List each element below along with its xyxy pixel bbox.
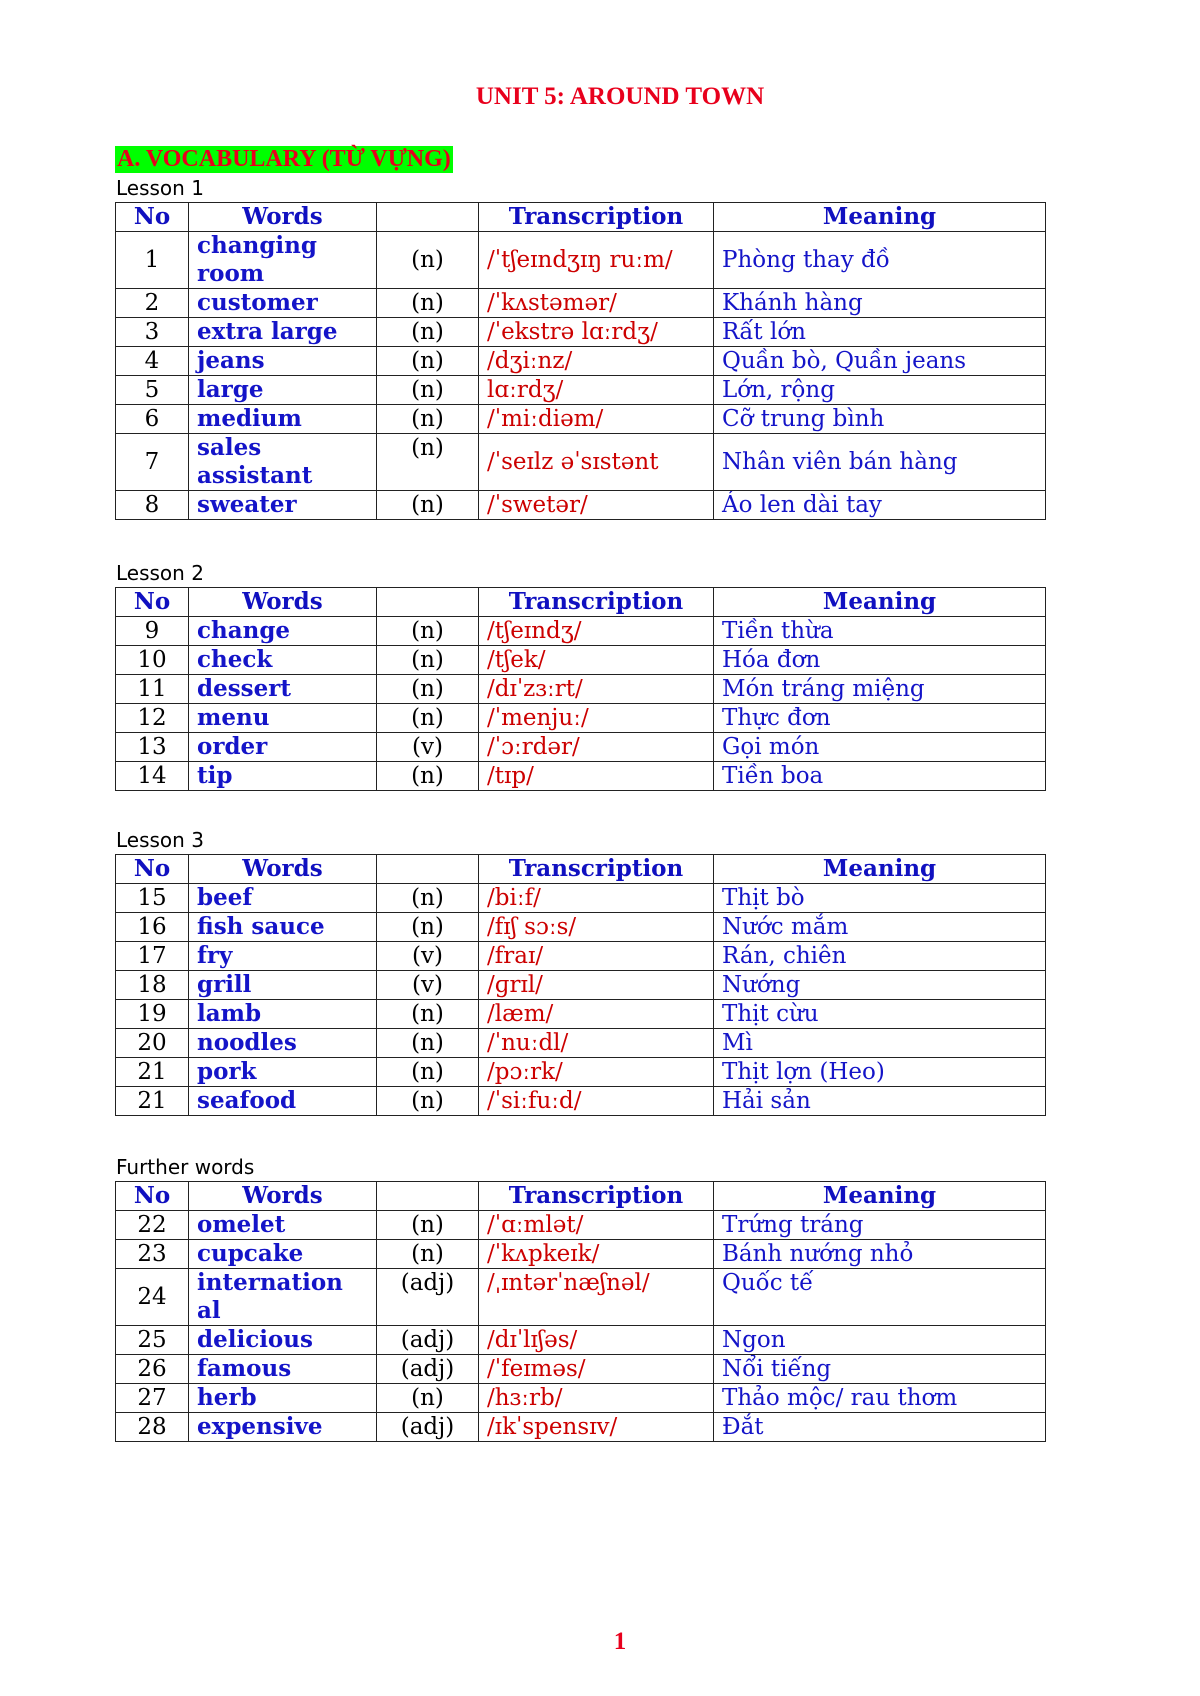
row-word: changing room [189,232,377,289]
row-no: 21 [116,1087,189,1116]
header-no: No [116,1182,189,1211]
row-transcription: /ˈɑːmlət/ [479,1211,714,1240]
row-no: 24 [116,1269,189,1326]
row-word: tip [189,762,377,791]
table-header-row [116,588,1046,617]
row-pos: (adj) [377,1269,479,1326]
row-transcription: /ˈseɪlz əˈsɪstənt [479,434,714,491]
row-pos: (n) [377,1029,479,1058]
header-transcription: Transcription [479,203,714,232]
table-row [116,617,1046,646]
table-row [116,1413,1046,1442]
header-transcription: Transcription [479,1182,714,1211]
row-meaning: Tiền boa [714,762,1046,791]
row-meaning: Nước mắm [714,913,1046,942]
row-word: noodles [189,1029,377,1058]
row-no: 25 [116,1326,189,1355]
row-word: cupcake [189,1240,377,1269]
row-pos: (n) [377,913,479,942]
row-meaning: Lớn, rộng [714,376,1046,405]
header-no: No [116,203,189,232]
header-words: Words [189,1182,377,1211]
row-pos: (adj) [377,1355,479,1384]
row-word: large [189,376,377,405]
lesson-label: Lesson 3 [116,828,204,852]
header-pos [377,1182,479,1211]
row-word: beef [189,884,377,913]
row-pos: (n) [377,1058,479,1087]
row-no: 11 [116,675,189,704]
row-no: 10 [116,646,189,675]
row-pos: (n) [377,289,479,318]
page-title: UNIT 5: AROUND TOWN [475,83,765,110]
row-no: 28 [116,1413,189,1442]
row-word: extra large [189,318,377,347]
row-word: herb [189,1384,377,1413]
table-row [116,376,1046,405]
row-meaning: Đắt [714,1413,1046,1442]
table-row [116,1029,1046,1058]
row-meaning: Nhân viên bán hàng [714,434,1046,491]
row-transcription: /ˈnuːdl/ [479,1029,714,1058]
row-meaning: Bánh nướng nhỏ [714,1240,1046,1269]
row-pos: (n) [377,491,479,520]
row-pos: (v) [377,971,479,1000]
row-no: 5 [116,376,189,405]
row-transcription: /ɡrɪl/ [479,971,714,1000]
header-meaning: Meaning [714,855,1046,884]
header-transcription: Transcription [479,855,714,884]
row-transcription: /ˈfeɪməs/ [479,1355,714,1384]
row-meaning: Thịt bò [714,884,1046,913]
table-row [116,942,1046,971]
row-word: fish sauce [189,913,377,942]
lesson-label: Lesson 1 [116,176,204,200]
row-meaning: Cỡ trung bình [714,405,1046,434]
table-row [116,289,1046,318]
row-transcription: /ˈɔːrdər/ [479,733,714,762]
row-word: dessert [189,675,377,704]
row-meaning: Hóa đơn [714,646,1046,675]
table-row [116,913,1046,942]
header-pos [377,588,479,617]
row-word: sweater [189,491,377,520]
table-row [116,491,1046,520]
row-no: 12 [116,704,189,733]
row-word: grill [189,971,377,1000]
header-words: Words [189,855,377,884]
row-pos: (n) [377,232,479,289]
table-row [116,1211,1046,1240]
row-pos: (n) [377,884,479,913]
lesson-label: Further words [116,1155,255,1179]
row-transcription: /biːf/ [479,884,714,913]
row-no: 1 [116,232,189,289]
row-meaning: Rất lớn [714,318,1046,347]
row-pos: (n) [377,646,479,675]
header-words: Words [189,588,377,617]
row-word: pork [189,1058,377,1087]
table-row [116,1384,1046,1413]
row-word: seafood [189,1087,377,1116]
table-header-row [116,1182,1046,1211]
row-pos: (n) [377,1240,479,1269]
row-no: 3 [116,318,189,347]
row-pos: (v) [377,942,479,971]
row-meaning: Áo len dài tay [714,491,1046,520]
row-word: internation al [189,1269,377,1326]
row-pos: (adj) [377,1326,479,1355]
table-row [116,675,1046,704]
row-transcription: /ˈmiːdiəm/ [479,405,714,434]
row-transcription: /læm/ [479,1000,714,1029]
row-no: 27 [116,1384,189,1413]
row-no: 2 [116,289,189,318]
row-no: 15 [116,884,189,913]
row-transcription: /ˈsiːfuːd/ [479,1087,714,1116]
table-row [116,704,1046,733]
row-word: jeans [189,347,377,376]
row-meaning: Ngon [714,1326,1046,1355]
row-meaning: Quốc tế [714,1269,1046,1326]
row-word: medium [189,405,377,434]
row-word: omelet [189,1211,377,1240]
row-no: 14 [116,762,189,791]
row-pos: (n) [377,675,479,704]
row-meaning: Khánh hàng [714,289,1046,318]
row-word: expensive [189,1413,377,1442]
row-no: 23 [116,1240,189,1269]
row-meaning: Hải sản [714,1087,1046,1116]
table-row [116,884,1046,913]
table-row [116,347,1046,376]
row-pos: (n) [377,318,479,347]
section-heading: A. VOCABULARY (TỪ VỰNG) [117,146,451,172]
row-pos: (n) [377,1384,479,1413]
page-number: 1 [613,1628,627,1655]
header-words: Words [189,203,377,232]
row-pos: (n) [377,376,479,405]
row-transcription: /dɪˈlɪʃəs/ [479,1326,714,1355]
lesson-label: Lesson 2 [116,561,204,585]
header-no: No [116,855,189,884]
table-row [116,1240,1046,1269]
row-meaning: Nướng [714,971,1046,1000]
row-word: delicious [189,1326,377,1355]
row-meaning: Món tráng miệng [714,675,1046,704]
row-pos: (adj) [377,1413,479,1442]
table-row [116,1058,1046,1087]
row-meaning: Thảo mộc/ rau thơm [714,1384,1046,1413]
row-pos: (n) [377,434,479,491]
row-transcription: /ˈekstrə lɑːrdʒ/ [479,318,714,347]
row-meaning: Quần bò, Quần jeans [714,347,1046,376]
row-meaning: Trứng tráng [714,1211,1046,1240]
table-row [116,971,1046,1000]
row-no: 21 [116,1058,189,1087]
row-meaning: Thực đơn [714,704,1046,733]
row-no: 13 [116,733,189,762]
row-pos: (n) [377,1211,479,1240]
row-no: 16 [116,913,189,942]
table-row [116,762,1046,791]
row-meaning: Tiền thừa [714,617,1046,646]
table-row [116,434,1046,491]
row-transcription: /tɪp/ [479,762,714,791]
row-transcription: /tʃeɪndʒ/ [479,617,714,646]
row-no: 9 [116,617,189,646]
row-no: 4 [116,347,189,376]
header-meaning: Meaning [714,203,1046,232]
row-no: 7 [116,434,189,491]
row-no: 17 [116,942,189,971]
table-header-row [116,855,1046,884]
header-meaning: Meaning [714,588,1046,617]
table-row [116,1087,1046,1116]
row-transcription: /ˌɪntərˈnæʃnəl/ [479,1269,714,1326]
row-transcription: /dɪˈzɜːrt/ [479,675,714,704]
row-transcription: /dʒiːnz/ [479,347,714,376]
table-row [116,318,1046,347]
vocab-table-further-words [115,1181,1046,1442]
row-pos: (n) [377,762,479,791]
table-row [116,1355,1046,1384]
row-meaning: Phòng thay đồ [714,232,1046,289]
row-no: 19 [116,1000,189,1029]
row-meaning: Thịt lợn (Heo) [714,1058,1046,1087]
row-pos: (n) [377,405,479,434]
table-header-row [116,203,1046,232]
row-transcription: /ɪkˈspensɪv/ [479,1413,714,1442]
row-word: sales assistant [189,434,377,491]
row-meaning: Rán, chiên [714,942,1046,971]
row-word: check [189,646,377,675]
row-transcription: /hɜːrb/ [479,1384,714,1413]
row-pos: (n) [377,704,479,733]
header-transcription: Transcription [479,588,714,617]
row-pos: (n) [377,1000,479,1029]
row-transcription: /tʃek/ [479,646,714,675]
row-meaning: Nổi tiếng [714,1355,1046,1384]
row-pos: (n) [377,347,479,376]
table-row [116,1326,1046,1355]
row-pos: (v) [377,733,479,762]
row-meaning: Thịt cừu [714,1000,1046,1029]
row-transcription: /fɪʃ sɔːs/ [479,913,714,942]
row-transcription: /fraɪ/ [479,942,714,971]
row-transcription: /ˈtʃeɪndʒɪŋ ruːm/ [479,232,714,289]
row-transcription: /ˈkʌstəmər/ [479,289,714,318]
table-row [116,646,1046,675]
row-word: customer [189,289,377,318]
row-transcription: /pɔːrk/ [479,1058,714,1087]
table-row [116,733,1046,762]
header-meaning: Meaning [714,1182,1046,1211]
header-no: No [116,588,189,617]
header-pos [377,855,479,884]
row-word: fry [189,942,377,971]
row-meaning: Mì [714,1029,1046,1058]
vocab-table-lesson-3 [115,854,1046,1116]
table-row [116,1000,1046,1029]
row-transcription: /ˈswetər/ [479,491,714,520]
row-transcription: lɑːrdʒ/ [479,376,714,405]
row-transcription: /ˈmenjuː/ [479,704,714,733]
row-meaning: Gọi món [714,733,1046,762]
row-word: famous [189,1355,377,1384]
row-no: 6 [116,405,189,434]
row-no: 8 [116,491,189,520]
vocab-table-lesson-1 [115,202,1046,520]
header-pos [377,203,479,232]
row-word: lamb [189,1000,377,1029]
table-row [116,405,1046,434]
row-no: 18 [116,971,189,1000]
row-pos: (n) [377,617,479,646]
table-row [116,1269,1046,1326]
row-pos: (n) [377,1087,479,1116]
table-row [116,232,1046,289]
row-no: 20 [116,1029,189,1058]
row-word: order [189,733,377,762]
row-no: 22 [116,1211,189,1240]
row-transcription: /ˈkʌpkeɪk/ [479,1240,714,1269]
row-no: 26 [116,1355,189,1384]
vocab-table-lesson-2 [115,587,1046,791]
row-word: menu [189,704,377,733]
row-word: change [189,617,377,646]
